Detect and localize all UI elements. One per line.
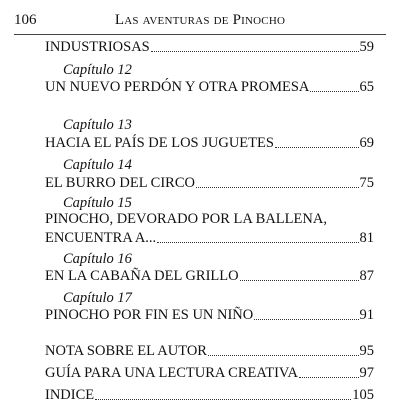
toc-entry-title: GUÍA PARA UNA LECTURA CREATIVA — [45, 365, 298, 381]
dot-leader — [240, 279, 359, 281]
toc-entry-title: INDUSTRIOSAS — [45, 39, 150, 55]
toc-entry-page: 75 — [359, 175, 374, 191]
toc-entry-ch15-line1: PINOCHO, DEVORADO POR LA BALLENA, — [45, 211, 327, 227]
toc-entry-page: 65 — [359, 79, 374, 95]
toc-entry-ch16 — [45, 266, 374, 284]
running-title: Las aventuras de Pinocho — [114, 12, 286, 28]
toc-entry-nota — [45, 341, 374, 359]
toc-entry-title: HACIA EL PAÍS DE LOS JUGUETES — [45, 135, 274, 151]
toc-entry-page: 91 — [359, 307, 374, 323]
toc-entry-ch17 — [45, 305, 374, 323]
toc-entry-ch13 — [45, 133, 374, 151]
toc-entry-page: 105 — [352, 387, 374, 403]
toc-entry-title: INDICE — [45, 387, 95, 403]
toc-entry-page: 87 — [359, 268, 374, 284]
toc-entry-page: 81 — [359, 230, 374, 246]
toc-entry-page: 95 — [359, 343, 374, 359]
toc-entry-page: 97 — [359, 365, 374, 381]
toc-entry-guia — [45, 363, 374, 381]
toc-entry-title: EN LA CABAÑA DEL GRILLO — [45, 268, 239, 284]
page-number: 106 — [14, 12, 37, 28]
dot-leader — [95, 398, 351, 400]
dot-leader — [157, 241, 358, 243]
toc-entry-industriosas — [45, 37, 374, 55]
toc-entry-title: EL BURRO DEL CIRCO — [45, 175, 195, 191]
dot-leader — [310, 90, 358, 92]
toc-entry-title: UN NUEVO PERDÓN Y OTRA PROMESA — [45, 79, 310, 95]
dot-leader — [151, 50, 359, 52]
page-header — [14, 8, 386, 35]
toc-entry-page: 59 — [359, 39, 374, 55]
chapter-label-13: Capítulo 13 — [63, 117, 132, 133]
dot-leader — [196, 186, 359, 188]
toc-entry-title: NOTA SOBRE EL AUTOR — [45, 343, 207, 359]
toc-entry-ch15 — [45, 228, 374, 246]
toc-entry-title: ENCUENTRA A... — [45, 230, 157, 246]
chapter-label-17: Capítulo 17 — [63, 290, 132, 306]
chapter-label-15: Capítulo 15 — [63, 195, 132, 211]
dot-leader — [275, 146, 359, 148]
dot-leader — [299, 376, 359, 378]
chapter-label-14: Capítulo 14 — [63, 157, 132, 173]
toc-entry-ch12 — [45, 77, 374, 95]
dot-leader — [254, 318, 358, 320]
dot-leader — [208, 354, 359, 356]
chapter-label-12: Capítulo 12 — [63, 62, 132, 78]
toc-entry-title: PINOCHO POR FIN ES UN NIÑO — [45, 307, 254, 323]
chapter-label-16: Capítulo 16 — [63, 251, 132, 267]
toc-entry-ch14 — [45, 173, 374, 191]
toc-entry-indice — [45, 385, 374, 403]
toc-entry-page: 69 — [359, 135, 374, 151]
